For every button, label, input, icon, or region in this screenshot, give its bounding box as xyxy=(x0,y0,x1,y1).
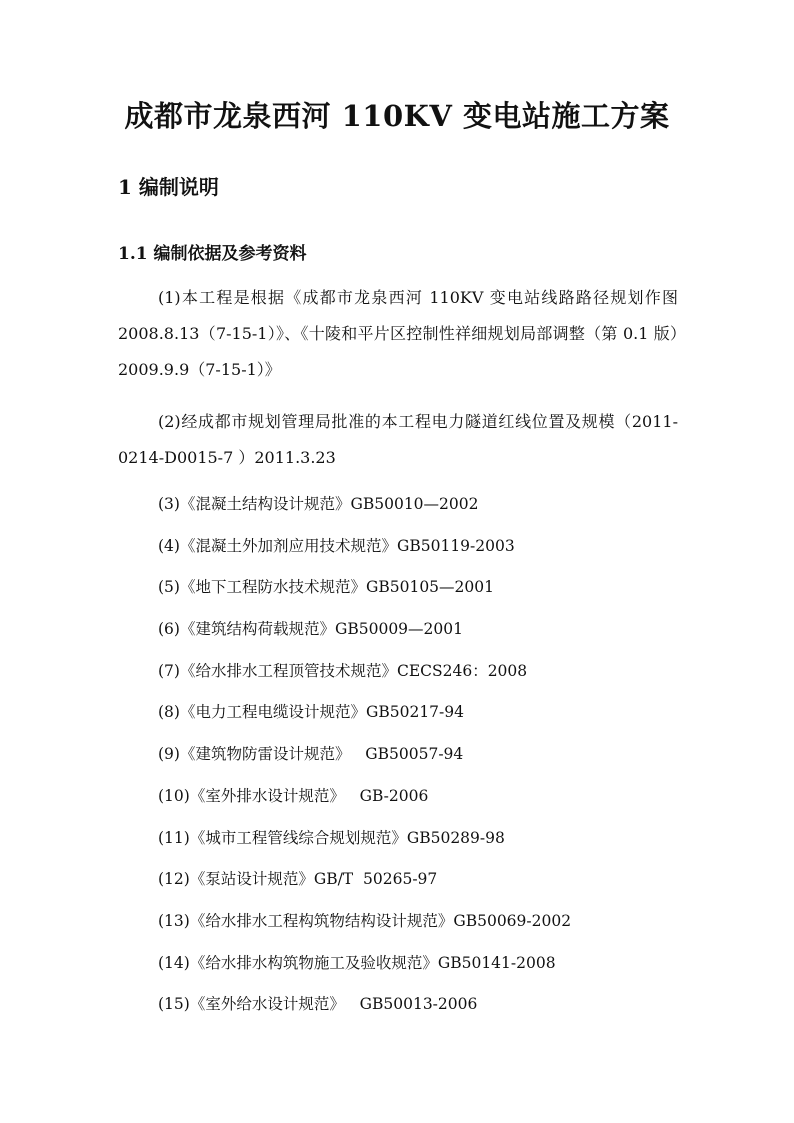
reference-item: (15)《室外给水设计规范》 GB50013-2006 xyxy=(158,995,478,1014)
reference-item: (12)《泵站设计规范》GB/T 50265-97 xyxy=(158,870,438,889)
reference-item: (13)《给水排水工程构筑物结构设计规范》GB50069-2002 xyxy=(158,911,572,930)
paragraph-basis-1: (1)本工程是根据《成都市龙泉西河 110KV 变电站线路路径规划作图 2008.8.13（7-15-1）》、《十陵和平片区控制性祥细规划局部调整（第 0.1 版）2009.9.9（7-15-1）》 xyxy=(118,288,678,379)
reference-item: (4)《混凝土外加剂应用技术规范》GB50119-2003 xyxy=(158,536,515,555)
reference-item: (9)《建筑物防雷设计规范》 GB50057-94 xyxy=(158,745,464,764)
subsection-heading: 1.1 编制依据及参考资料 xyxy=(118,244,307,264)
document-title: 成都市龙泉西河 110KV 变电站施工方案 xyxy=(124,99,670,133)
reference-item: (10)《室外排水设计规范》 GB-2006 xyxy=(158,786,429,805)
reference-list xyxy=(158,486,571,1028)
reference-item: (7)《给水排水工程顶管技术规范》CECS246：2008 xyxy=(158,661,528,680)
reference-item: (3)《混凝土结构设计规范》GB50010—2002 xyxy=(158,495,479,513)
reference-item: (11)《城市工程管线综合规划规范》GB50289-98 xyxy=(158,828,505,847)
reference-item: (6)《建筑结构荷载规范》GB50009—2001 xyxy=(158,620,463,639)
reference-item: (8)《电力工程电缆设计规范》GB50217-94 xyxy=(158,703,464,722)
section-heading: 1 编制说明 xyxy=(118,175,219,199)
paragraph-basis-2: (2)经成都市规划管理局批准的本工程电力隧道红线位置及规模（2011-0214-D0015-7 ）2011.3.23 xyxy=(118,412,678,467)
reference-item: (14)《给水排水构筑物施工及验收规范》GB50141-2008 xyxy=(158,953,556,972)
reference-item: (5)《地下工程防水技术规范》GB50105—2001 xyxy=(158,578,494,597)
